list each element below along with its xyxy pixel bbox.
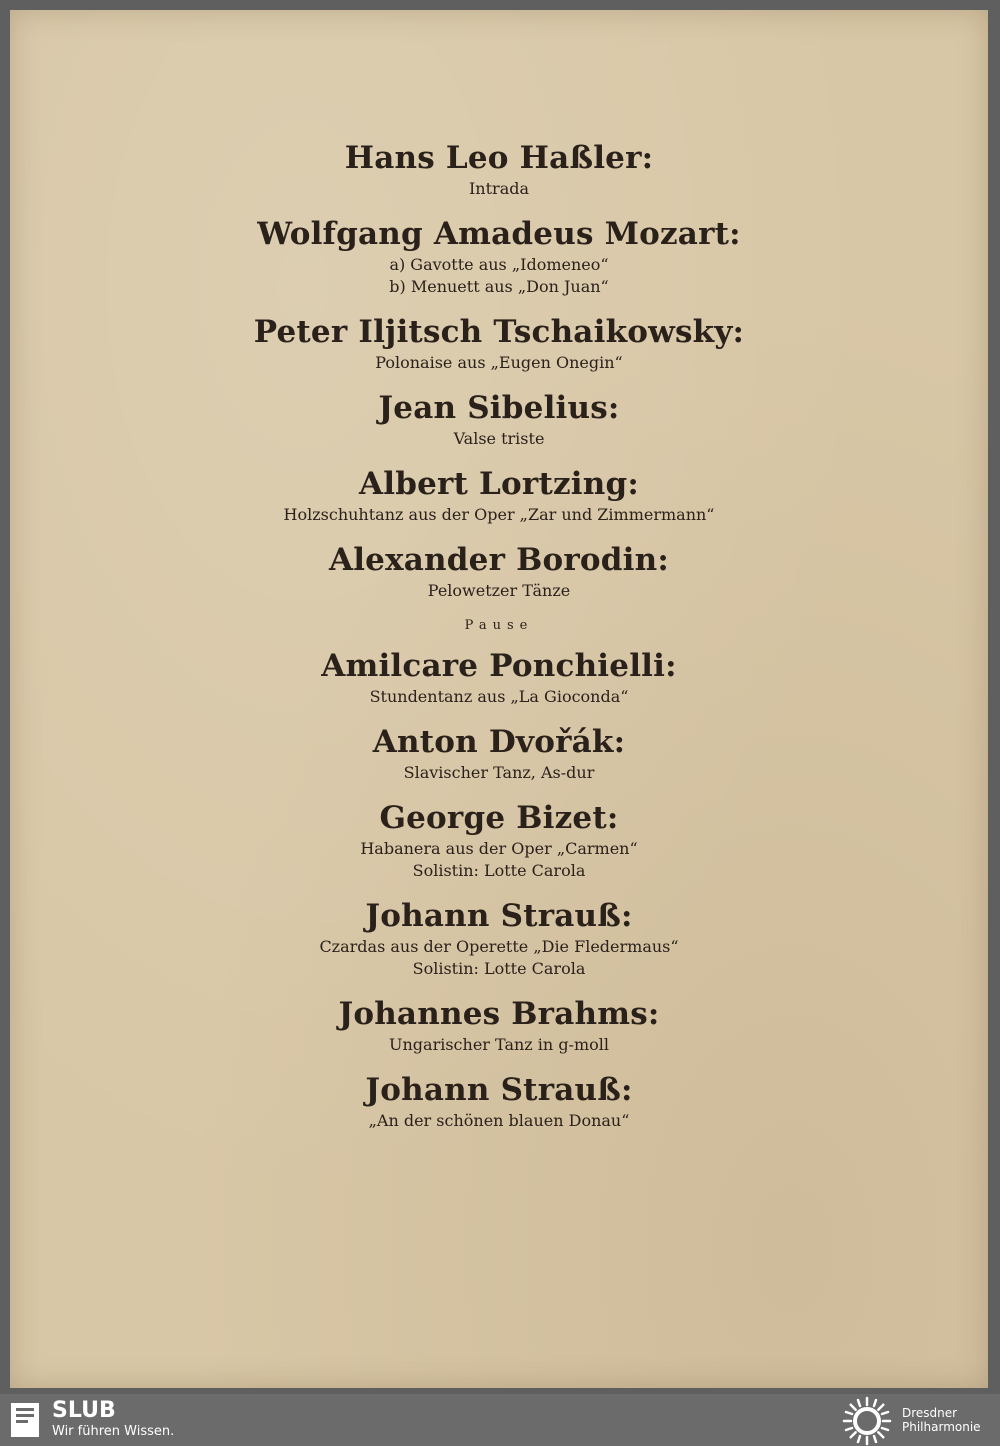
dresdner-philharmonie-name [902, 1406, 981, 1434]
concert-program [10, 138, 988, 1146]
work-title: „An der schönen blauen Donau“ [368, 1111, 630, 1130]
composer-name: Wolfgang Amadeus Mozart: [257, 216, 741, 252]
composer-name: Johann Strauß: [365, 898, 633, 934]
slub-book-icon [10, 1402, 40, 1438]
composer-name: George Bizet: [379, 800, 619, 836]
viewer-footer [0, 1394, 1000, 1446]
program-entry [10, 540, 988, 602]
program-entry [10, 464, 988, 526]
work-title: Valse triste [453, 429, 545, 448]
program-entry [10, 388, 988, 450]
composer-name: Johannes Brahms: [338, 996, 660, 1032]
work-title: Solistin: Lotte Carola [412, 959, 586, 978]
composer-name: Johann Strauß: [365, 1072, 633, 1108]
intermission-label: Pause [464, 618, 534, 633]
work-title: Czardas aus der Operette „Die Fledermaus“ [319, 937, 679, 956]
program-entry [10, 646, 988, 708]
work-title: Stundentanz aus „La Gioconda“ [369, 687, 629, 706]
composer-name: Albert Lortzing: [358, 466, 640, 502]
work-title: b) Menuett aus „Don Juan“ [389, 277, 609, 296]
slub-tagline: Wir führen Wissen. [52, 1424, 175, 1439]
work-title: Solistin: Lotte Carola [412, 861, 586, 880]
work-title: a) Gavotte aus „Idomeneo“ [389, 255, 609, 274]
program-entry [10, 138, 988, 200]
program-entry [10, 214, 988, 298]
composer-name: Peter Iljitsch Tschaikowsky: [253, 314, 745, 350]
program-entry [10, 312, 988, 374]
work-title: Pelowetzer Tänze [427, 581, 571, 600]
composer-name: Hans Leo Haßler: [344, 140, 654, 176]
work-title: Ungarischer Tanz in g-moll [389, 1035, 609, 1054]
work-title: Slavischer Tanz, As-dur [403, 763, 595, 782]
work-title: Polonaise aus „Eugen Onegin“ [375, 353, 623, 372]
work-title: Holzschuhtanz aus der Oper „Zar und Zimmermann“ [283, 505, 715, 524]
composer-name: Amilcare Ponchielli: [321, 648, 677, 684]
program-entry [10, 722, 988, 784]
composer-name: Jean Sibelius: [378, 390, 620, 426]
program-sheet [10, 10, 988, 1388]
work-title: Habanera aus der Oper „Carmen“ [360, 839, 638, 858]
dp-name-line2: Philharmonie [902, 1420, 981, 1434]
program-entry [10, 896, 988, 980]
program-entry [10, 798, 988, 882]
dp-name-line1: Dresdner [902, 1406, 958, 1420]
dresdner-philharmonie-sunburst-icon [842, 1396, 892, 1446]
slub-name: SLUB [52, 1398, 116, 1423]
program-entry [10, 994, 988, 1056]
program-entry [10, 1070, 988, 1132]
composer-name: Alexander Borodin: [328, 542, 670, 578]
composer-name: Anton Dvořák: [372, 724, 626, 760]
work-title: Intrada [468, 179, 530, 198]
